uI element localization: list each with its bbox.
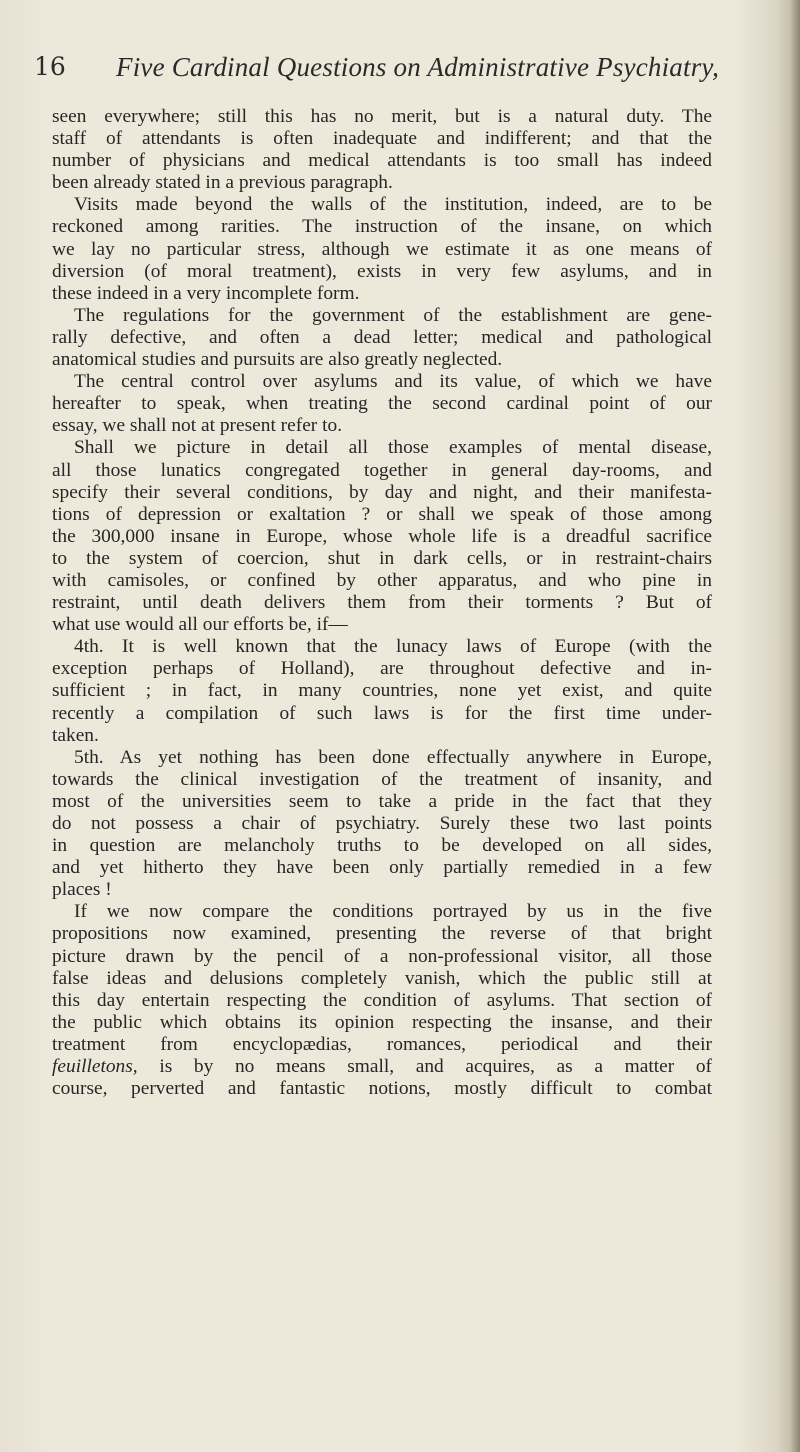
text-line: treatment from encyclopædias, romances, periodical and their [52, 1033, 712, 1055]
text-line: Shall we picture in detail all those examples of mental disease, [74, 437, 712, 459]
text-line: in question are melancholy truths to be developed on all sides, [52, 835, 712, 857]
body-text [52, 106, 712, 1100]
text-line: diversion (of moral treatment), exists in very few asylums, and in [52, 260, 712, 282]
text-line: reckoned among rarities. The instruction of the insane, on which [52, 216, 712, 238]
text-line: 5th. As yet nothing has been done effectually anywhere in Europe, [74, 746, 712, 768]
text-line: staff of attendants is often inadequate and indifferent; and that the [52, 128, 712, 150]
text-line: most of the universities seem to take a pride in the fact that they [52, 790, 712, 812]
text-line: rally defective, and often a dead letter; medical and pathological [52, 326, 712, 348]
text-line: hereafter to speak, when treating the second cardinal point of our [52, 393, 712, 415]
text-line: anatomical studies and pursuits are also greatly neglected. [52, 349, 503, 371]
text-line: and yet hitherto they have been only partially remedied in a few [52, 857, 712, 879]
text-line-rest: is by no means small, and acquires, as a matter of [159, 1056, 712, 1078]
text-line: we lay no particular stress, although we estimate it as one means of [52, 238, 712, 260]
text-line: do not possess a chair of psychiatry. Surely these two last points [52, 813, 712, 834]
text-line: Visits made beyond the walls of the institution, indeed, are to be [74, 194, 712, 216]
text-line: what use would all our efforts be, if— [52, 614, 348, 636]
text-line: tions of depression or exaltation ? or shall we speak of those among [52, 503, 712, 525]
text-line: these indeed in a very incomplete form. [52, 282, 360, 304]
text-line: The regulations for the government of the establishment are gene- [74, 304, 712, 326]
text-line: If we now compare the conditions portrayed by us in the five [74, 901, 712, 923]
text-line: taken. [52, 724, 99, 746]
text-line: places ! [52, 879, 112, 901]
text-line: towards the clinical investigation of the treatment of insanity, and [52, 768, 712, 790]
text-line: The central control over asylums and its value, of which we have [74, 371, 712, 393]
text-line: propositions now examined, presenting the reverse of that bright [52, 923, 712, 945]
text-line: restraint, until death delivers them from their torments ? But of [52, 592, 712, 614]
text-line: with camisoles, or confined by other apparatus, and who pine in [52, 569, 712, 591]
text-line: this day entertain respecting the condition of asylums. That section of [52, 989, 712, 1011]
text-line: false ideas and delusions completely vanish, which the public still at [52, 967, 712, 989]
italic-word: feuilletons, [52, 1056, 138, 1078]
text-line: seen everywhere; still this has no merit, but is a natural duty. The [52, 106, 712, 127]
text-line: exception perhaps of Holland), are throughout defective and in- [52, 658, 712, 680]
running-title: Five Cardinal Questions on Administrative Psychiatry, [116, 52, 720, 82]
text-line: course, perverted and fantastic notions, mostly difficult to combat [52, 1078, 712, 1100]
text-line: sufficient ; in fact, in many countries, none yet exist, and quite [52, 680, 712, 702]
text-line: number of physicians and medical attendants is too small has indeed [52, 150, 712, 172]
text-line: the public which obtains its opinion respecting the insanse, and their [52, 1011, 712, 1033]
text-line-with-italic [52, 1056, 712, 1078]
text-line: to the system of coercion, shut in dark cells, or in restraint-chairs [52, 547, 712, 569]
page-edge-shadow [790, 0, 800, 1452]
text-line: recently a compilation of such laws is for the first time under- [52, 702, 712, 724]
text-line: been already stated in a previous paragraph. [52, 172, 393, 194]
running-head [34, 52, 734, 92]
text-line: 4th. It is well known that the lunacy laws of Europe (with the [74, 636, 712, 658]
text-line: all those lunatics congregated together in general day-rooms, and [52, 459, 712, 481]
text-line: essay, we shall not at present refer to. [52, 415, 343, 437]
text-line: the 300,000 insane in Europe, whose whole life is a dreadful sacrifice [52, 525, 712, 547]
text-line: specify their several conditions, by day and night, and their manifesta- [52, 481, 712, 503]
text-line: picture drawn by the pencil of a non-professional visitor, all those [52, 945, 712, 967]
page-number: 16 [34, 52, 66, 81]
